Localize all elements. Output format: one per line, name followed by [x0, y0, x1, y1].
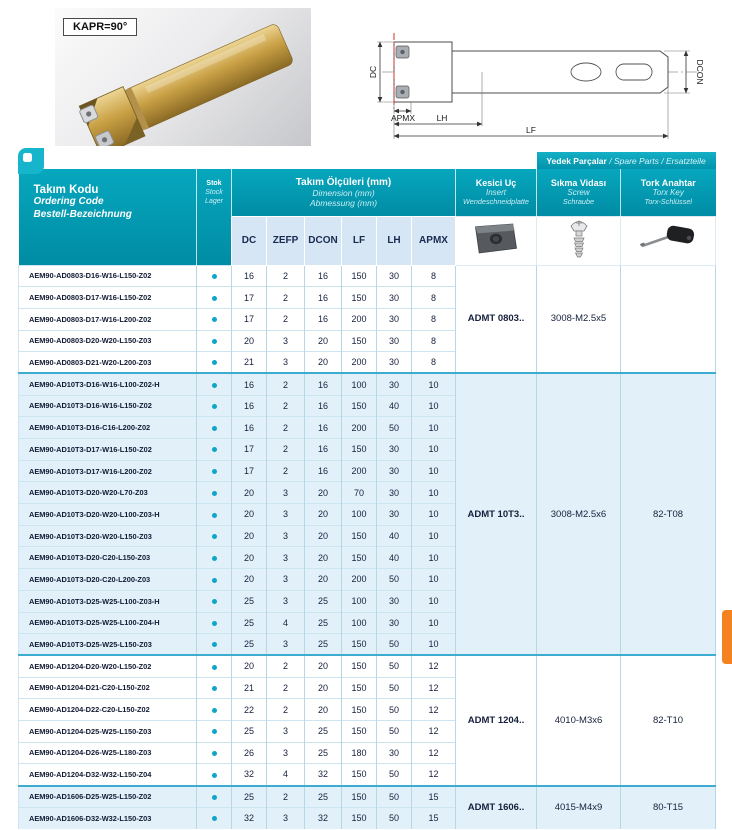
dimension-value-cell: 200 — [342, 460, 377, 482]
dimension-value-cell: 25 — [232, 590, 267, 612]
screw-cell: 3008-M2.5x6 — [537, 373, 621, 655]
stock-dot — [212, 578, 217, 583]
dimension-value-cell: 10 — [412, 569, 456, 591]
screw-icon — [568, 217, 590, 259]
dimension-value-cell: 150 — [342, 525, 377, 547]
insert-photo-cell — [456, 216, 537, 265]
dimension-value-cell: 150 — [342, 764, 377, 786]
corner-inner-square — [23, 153, 32, 162]
dimension-value-cell: 150 — [342, 699, 377, 721]
dimension-value-cell: 15 — [412, 807, 456, 829]
dim-dcon-label: DCON — [695, 59, 705, 85]
screw-header: Sıkma Vidası Screw Schraube — [537, 169, 621, 216]
dimension-value-cell: 30 — [377, 308, 412, 330]
dimension-value-cell: 17 — [232, 308, 267, 330]
product-photo — [55, 8, 311, 146]
stock-dot — [212, 599, 217, 604]
dimension-value-cell: 12 — [412, 677, 456, 699]
stock-dot — [212, 534, 217, 539]
dimension-value-cell: 50 — [377, 720, 412, 742]
ordering-code-cell: AEM90-AD1204-D32-W32-L150-Z04 — [19, 764, 197, 786]
stock-cell — [197, 504, 232, 526]
dimension-value-cell: 32 — [232, 807, 267, 829]
dimension-value-cell: 10 — [412, 612, 456, 634]
dimension-value-cell: 150 — [342, 330, 377, 352]
ordering-code-cell: AEM90-AD10T3-D20-W20-L150-Z03 — [19, 525, 197, 547]
dimension-value-cell: 40 — [377, 525, 412, 547]
dimension-value-cell: 25 — [305, 786, 342, 808]
screw-cell: 4015-M4x9 — [537, 786, 621, 829]
stock-dot — [212, 317, 217, 322]
dimension-value-cell: 22 — [232, 699, 267, 721]
stock-cell — [197, 330, 232, 352]
dimension-value-cell: 30 — [377, 612, 412, 634]
table-row — [19, 373, 716, 395]
dimension-value-cell: 16 — [305, 287, 342, 309]
stock-dot — [212, 469, 217, 474]
stock-dot — [212, 556, 217, 561]
dimension-value-cell: 10 — [412, 504, 456, 526]
stock-dot — [212, 642, 217, 647]
dimension-value-cell: 30 — [377, 287, 412, 309]
technical-drawing — [364, 18, 714, 146]
dimension-value-cell: 16 — [232, 373, 267, 395]
ordering-code-cell: AEM90-AD0803-D20-W20-L150-Z03 — [19, 330, 197, 352]
insert-cell: ADMT 1606.. — [456, 786, 537, 829]
dimension-value-cell: 30 — [377, 439, 412, 461]
dimension-value-cell: 2 — [267, 439, 305, 461]
dimension-value-cell: 20 — [232, 569, 267, 591]
insert-header: Kesici Uç Insert Wendeschneidplatte — [456, 169, 537, 216]
dimension-value-cell: 30 — [377, 504, 412, 526]
stock-dot — [212, 447, 217, 452]
dimension-value-cell: 20 — [305, 482, 342, 504]
dimension-value-cell: 10 — [412, 547, 456, 569]
dimension-value-cell: 12 — [412, 764, 456, 786]
stock-cell — [197, 482, 232, 504]
stock-cell — [197, 612, 232, 634]
stock-cell — [197, 417, 232, 439]
dimension-value-cell: 4 — [267, 612, 305, 634]
ordering-code-cell: AEM90-AD0803-D17-W16-L200-Z02 — [19, 308, 197, 330]
dimension-value-cell: 50 — [377, 634, 412, 656]
dimension-value-cell: 30 — [377, 590, 412, 612]
dimension-value-cell: 20 — [232, 655, 267, 677]
dimension-value-cell: 20 — [305, 504, 342, 526]
catalog-table — [18, 152, 716, 829]
dimension-value-cell: 3 — [267, 634, 305, 656]
dimension-value-cell: 3 — [267, 482, 305, 504]
stock-cell — [197, 677, 232, 699]
dimension-value-cell: 8 — [412, 308, 456, 330]
ordering-code-cell: AEM90-AD10T3-D25-W25-L150-Z03 — [19, 634, 197, 656]
stock-cell — [197, 373, 232, 395]
dimension-value-cell: 25 — [232, 720, 267, 742]
dimension-value-cell: 17 — [232, 439, 267, 461]
dimension-value-cell: 2 — [267, 308, 305, 330]
dimensions-header: Takım Ölçüleri (mm) Dimension (mm) Abmessung (mm) — [232, 169, 456, 216]
stock-cell — [197, 742, 232, 764]
dimension-value-cell: 25 — [305, 720, 342, 742]
stock-dot — [212, 491, 217, 496]
insert-photo — [468, 220, 524, 256]
stock-cell — [197, 395, 232, 417]
stock-dot — [212, 686, 217, 691]
dimension-value-cell: 32 — [305, 764, 342, 786]
dimension-value-cell: 200 — [342, 569, 377, 591]
dimension-value-cell: 100 — [342, 373, 377, 395]
dimension-value-cell: 20 — [305, 547, 342, 569]
dimension-value-cell: 8 — [412, 330, 456, 352]
dimension-value-cell: 150 — [342, 395, 377, 417]
stock-cell — [197, 720, 232, 742]
stock-cell — [197, 590, 232, 612]
dim-apmx-label: APMX — [390, 113, 416, 123]
spare-parts-header: Yedek Parçalar / Spare Parts / Ersatzteile — [537, 152, 716, 169]
stock-dot — [212, 339, 217, 344]
torx-key-cell: 82-T08 — [621, 373, 716, 655]
ordering-code-cell: AEM90-AD10T3-D16-W16-L100-Z02-H — [19, 373, 197, 395]
header-spacer — [19, 152, 537, 169]
dimension-value-cell: 20 — [305, 352, 342, 374]
insert-cell: ADMT 10T3.. — [456, 373, 537, 655]
ordering-code-cell: AEM90-AD1204-D22-C20-L150-Z02 — [19, 699, 197, 721]
torx-key-cell — [621, 265, 716, 373]
dimension-value-cell: 17 — [232, 287, 267, 309]
stock-cell — [197, 287, 232, 309]
dimension-value-cell: 25 — [232, 786, 267, 808]
dimension-value-cell: 10 — [412, 373, 456, 395]
ordering-code-cell: AEM90-AD10T3-D25-W25-L100-Z03-H — [19, 590, 197, 612]
stock-dot — [212, 665, 217, 670]
dimension-value-cell: 16 — [305, 460, 342, 482]
dimension-value-cell: 30 — [377, 482, 412, 504]
ordering-code-cell: AEM90-AD10T3-D20-W20-L100-Z03-H — [19, 504, 197, 526]
dimension-value-cell: 3 — [267, 352, 305, 374]
stock-cell — [197, 308, 232, 330]
stock-dot — [212, 404, 217, 409]
screw-cell: 3008-M2.5x5 — [537, 265, 621, 373]
dimension-value-cell: 150 — [342, 439, 377, 461]
stock-header: Stok Stock Lager — [197, 169, 232, 265]
dimension-value-cell: 16 — [305, 373, 342, 395]
torx-key-photo-cell — [621, 216, 716, 265]
dimension-value-cell: 2 — [267, 699, 305, 721]
ordering-code-cell: AEM90-AD1204-D20-W20-L150-Z02 — [19, 655, 197, 677]
dimension-value-cell: 40 — [377, 395, 412, 417]
stock-dot — [212, 708, 217, 713]
stock-dot — [212, 729, 217, 734]
dimension-value-cell: 30 — [377, 265, 412, 287]
dimension-value-cell: 10 — [412, 482, 456, 504]
ordering-code-cell: AEM90-AD10T3-D16-W16-L150-Z02 — [19, 395, 197, 417]
shank-outline — [452, 51, 668, 93]
ordering-code-header: Takım Kodu Ordering Code Bestell-Bezeichnung — [19, 169, 197, 265]
dimension-value-cell: 30 — [377, 352, 412, 374]
dimension-value-cell: 20 — [232, 330, 267, 352]
column-dcon: DCON — [305, 216, 342, 265]
stock-cell — [197, 786, 232, 808]
dimension-value-cell: 20 — [232, 547, 267, 569]
stock-dot — [212, 795, 217, 800]
dimension-value-cell: 8 — [412, 287, 456, 309]
dimension-value-cell: 3 — [267, 720, 305, 742]
dim-dc-label: DC — [368, 65, 378, 79]
dimension-value-cell: 180 — [342, 742, 377, 764]
ordering-code-cell: AEM90-AD10T3-D16-C16-L200-Z02 — [19, 417, 197, 439]
ordering-code-cell: AEM90-AD10T3-D25-W25-L100-Z04-H — [19, 612, 197, 634]
dimension-value-cell: 25 — [305, 612, 342, 634]
dimension-value-cell: 3 — [267, 569, 305, 591]
dimension-value-cell: 21 — [232, 677, 267, 699]
dimension-value-cell: 25 — [305, 590, 342, 612]
stock-cell — [197, 352, 232, 374]
dimension-value-cell: 50 — [377, 699, 412, 721]
dimension-value-cell: 20 — [305, 699, 342, 721]
dimension-value-cell: 100 — [342, 504, 377, 526]
stock-cell — [197, 699, 232, 721]
dimension-value-cell: 150 — [342, 634, 377, 656]
dimension-value-cell: 25 — [305, 742, 342, 764]
dimension-value-cell: 12 — [412, 720, 456, 742]
stock-cell — [197, 525, 232, 547]
stock-dot — [212, 274, 217, 279]
ordering-code-cell: AEM90-AD0803-D21-W20-L200-Z03 — [19, 352, 197, 374]
dimension-value-cell: 30 — [377, 460, 412, 482]
ordering-code-cell: AEM90-AD10T3-D20-C20-L150-Z03 — [19, 547, 197, 569]
table-body — [19, 265, 716, 829]
dimension-value-cell: 16 — [232, 417, 267, 439]
dimension-value-cell: 25 — [232, 612, 267, 634]
table-row — [19, 265, 716, 287]
dimension-value-cell: 70 — [342, 482, 377, 504]
dimension-value-cell: 12 — [412, 655, 456, 677]
dimension-value-cell: 200 — [342, 308, 377, 330]
dimension-value-cell: 20 — [305, 525, 342, 547]
stock-dot — [212, 816, 217, 821]
dimension-value-cell: 100 — [342, 612, 377, 634]
dim-lh-label: LH — [436, 113, 448, 123]
dimension-value-cell: 16 — [232, 265, 267, 287]
dim-lf-label: LF — [526, 125, 536, 135]
dimension-value-cell: 17 — [232, 460, 267, 482]
ordering-code-cell: AEM90-AD1204-D26-W25-L180-Z03 — [19, 742, 197, 764]
dimension-value-cell: 150 — [342, 786, 377, 808]
dimension-value-cell: 3 — [267, 742, 305, 764]
dimension-value-cell: 150 — [342, 547, 377, 569]
dimension-value-cell: 2 — [267, 395, 305, 417]
dimension-value-cell: 2 — [267, 655, 305, 677]
dimension-value-cell: 20 — [305, 677, 342, 699]
dimension-value-cell: 30 — [377, 373, 412, 395]
ordering-code-cell: AEM90-AD1204-D21-C20-L150-Z02 — [19, 677, 197, 699]
dimension-value-cell: 2 — [267, 677, 305, 699]
dimension-value-cell: 10 — [412, 439, 456, 461]
dimension-value-cell: 3 — [267, 330, 305, 352]
dimension-value-cell: 50 — [377, 655, 412, 677]
dimension-value-cell: 2 — [267, 265, 305, 287]
column-dc: DC — [232, 216, 267, 265]
table-row — [19, 786, 716, 808]
dimension-value-cell: 12 — [412, 742, 456, 764]
dimension-value-cell: 8 — [412, 265, 456, 287]
dimension-value-cell: 150 — [342, 720, 377, 742]
column-lf: LF — [342, 216, 377, 265]
stock-dot — [212, 621, 217, 626]
stock-cell — [197, 807, 232, 829]
dimension-value-cell: 25 — [232, 634, 267, 656]
dimension-value-cell: 2 — [267, 417, 305, 439]
stock-dot — [212, 426, 217, 431]
dimension-value-cell: 25 — [305, 634, 342, 656]
dimension-value-cell: 20 — [232, 482, 267, 504]
dimension-value-cell: 50 — [377, 569, 412, 591]
dimension-value-cell: 200 — [342, 417, 377, 439]
dimension-value-cell: 10 — [412, 634, 456, 656]
dimension-value-cell: 10 — [412, 590, 456, 612]
dimension-value-cell: 3 — [267, 807, 305, 829]
ordering-code-cell: AEM90-AD1204-D25-W25-L150-Z03 — [19, 720, 197, 742]
dimension-value-cell: 50 — [377, 786, 412, 808]
ordering-code-cell: AEM90-AD0803-D17-W16-L150-Z02 — [19, 287, 197, 309]
dimension-value-cell: 30 — [377, 330, 412, 352]
stock-cell — [197, 547, 232, 569]
dimension-value-cell: 150 — [342, 655, 377, 677]
ordering-code-cell: AEM90-AD10T3-D17-W16-L150-Z02 — [19, 439, 197, 461]
dimension-value-cell: 16 — [305, 417, 342, 439]
dimension-value-cell: 16 — [305, 265, 342, 287]
dimension-value-cell: 150 — [342, 807, 377, 829]
screw-photo-cell — [537, 216, 621, 265]
stock-cell — [197, 634, 232, 656]
ordering-code-cell: AEM90-AD10T3-D20-W20-L70-Z03 — [19, 482, 197, 504]
dimension-value-cell: 16 — [305, 308, 342, 330]
dimension-value-cell: 20 — [232, 504, 267, 526]
stock-cell — [197, 764, 232, 786]
torx-key-header: Tork Anahtar Torx Key Torx-Schlüssel — [621, 169, 716, 216]
dimension-value-cell: 20 — [305, 569, 342, 591]
dimension-value-cell: 2 — [267, 786, 305, 808]
screw-cell: 4010-M3x6 — [537, 655, 621, 785]
kapr-label: KAPR=90° — [63, 18, 137, 36]
dimension-value-cell: 16 — [232, 395, 267, 417]
stock-cell — [197, 569, 232, 591]
dimension-value-cell: 20 — [232, 525, 267, 547]
dimension-value-cell: 15 — [412, 786, 456, 808]
dimension-value-cell: 16 — [305, 395, 342, 417]
column-zefp: ZEFP — [267, 216, 305, 265]
dimension-value-cell: 200 — [342, 352, 377, 374]
ordering-code-cell: AEM90-AD10T3-D17-W16-L200-Z02 — [19, 460, 197, 482]
torx-key-cell: 82-T10 — [621, 655, 716, 785]
table-row — [19, 655, 716, 677]
column-apmx: APMX — [412, 216, 456, 265]
ordering-code-cell: AEM90-AD1606-D32-W32-L150-Z03 — [19, 807, 197, 829]
dimension-value-cell: 30 — [377, 742, 412, 764]
dimension-value-cell: 100 — [342, 590, 377, 612]
stock-cell — [197, 460, 232, 482]
dimension-value-cell: 16 — [305, 439, 342, 461]
stock-dot — [212, 360, 217, 365]
dimension-value-cell: 12 — [412, 699, 456, 721]
dimension-value-cell: 4 — [267, 764, 305, 786]
stock-dot — [212, 383, 217, 388]
dimension-value-cell: 2 — [267, 287, 305, 309]
dimension-value-cell: 3 — [267, 525, 305, 547]
dimension-value-cell: 10 — [412, 525, 456, 547]
stock-cell — [197, 265, 232, 287]
dimension-value-cell: 8 — [412, 352, 456, 374]
dimension-value-cell: 21 — [232, 352, 267, 374]
stock-dot — [212, 296, 217, 301]
dimension-value-cell: 3 — [267, 547, 305, 569]
dimension-value-cell: 50 — [377, 807, 412, 829]
table-corner-decor — [18, 148, 44, 174]
dimension-value-cell: 50 — [377, 677, 412, 699]
dimension-value-cell: 10 — [412, 395, 456, 417]
ordering-code-cell: AEM90-AD0803-D16-W16-L150-Z02 — [19, 265, 197, 287]
dimension-value-cell: 20 — [305, 655, 342, 677]
insert-cell: ADMT 1204.. — [456, 655, 537, 785]
torx-key-icon — [637, 222, 699, 254]
dimension-value-cell: 40 — [377, 547, 412, 569]
dimension-value-cell: 20 — [305, 330, 342, 352]
dimension-value-cell: 2 — [267, 460, 305, 482]
insert-cell: ADMT 0803.. — [456, 265, 537, 373]
dimension-value-cell: 26 — [232, 742, 267, 764]
ordering-code-cell: AEM90-AD10T3-D20-C20-L200-Z03 — [19, 569, 197, 591]
stock-dot — [212, 773, 217, 778]
column-lh: LH — [377, 216, 412, 265]
dimension-value-cell: 32 — [232, 764, 267, 786]
dimension-value-cell: 150 — [342, 677, 377, 699]
stock-dot — [212, 513, 217, 518]
dimension-value-cell: 50 — [377, 417, 412, 439]
dimension-value-cell: 10 — [412, 417, 456, 439]
dimension-value-cell: 10 — [412, 460, 456, 482]
stock-cell — [197, 439, 232, 461]
dimension-value-cell: 150 — [342, 287, 377, 309]
dimension-value-cell: 50 — [377, 764, 412, 786]
dimension-value-cell: 150 — [342, 265, 377, 287]
stock-dot — [212, 751, 217, 756]
torx-key-cell: 80-T15 — [621, 786, 716, 829]
dimension-value-cell: 3 — [267, 504, 305, 526]
dimension-value-cell: 32 — [305, 807, 342, 829]
ordering-code-cell: AEM90-AD1606-D25-W25-L150-Z02 — [19, 786, 197, 808]
dimension-value-cell: 3 — [267, 590, 305, 612]
dimension-value-cell: 2 — [267, 373, 305, 395]
stock-cell — [197, 655, 232, 677]
page-edge-tab — [722, 610, 732, 664]
